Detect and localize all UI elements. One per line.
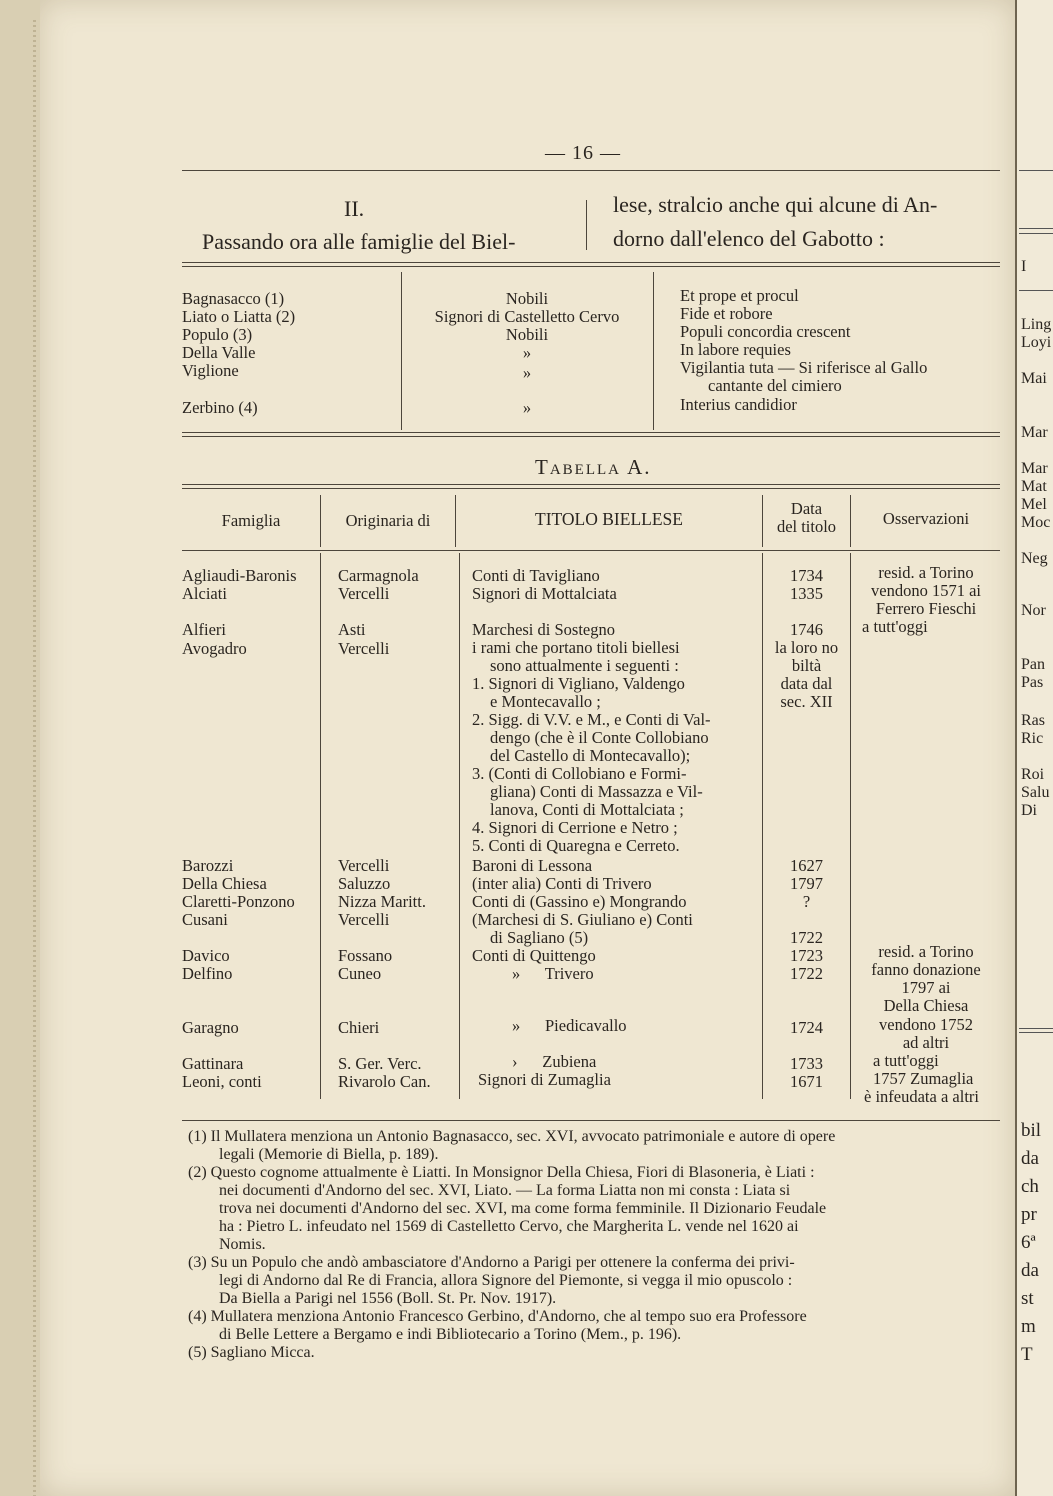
tabella-top-rule (182, 484, 1000, 489)
adjacent-rule-1 (1019, 170, 1053, 171)
data-5: biltà (791, 656, 822, 675)
small-name-4: Della Valle (182, 343, 256, 362)
adjacent-lower-4: pr (1021, 1204, 1037, 1225)
famiglia-6: Della Chiesa (182, 874, 267, 893)
adjacent-frag-12: Pan (1021, 656, 1045, 673)
data-12: 1723 (790, 946, 823, 965)
oss-9: vendono 1752 (879, 1015, 973, 1034)
titolo-18: Conti di (Gassino e) Mongrando (472, 892, 687, 911)
small-title-1: Nobili (505, 289, 549, 308)
originaria-10: Cuneo (338, 964, 382, 983)
originaria-7: Nizza Maritt. (338, 892, 426, 911)
adjacent-frag-2: Ling (1021, 316, 1052, 333)
small-title-6: » (522, 398, 532, 417)
originaria-4: Vercelli (338, 639, 390, 658)
adjacent-frag-15: Ric (1021, 730, 1044, 747)
originaria-11: Chieri (338, 1018, 380, 1037)
adjacent-lower-6: da (1021, 1260, 1039, 1281)
small-name-6: Zerbino (4) (182, 398, 258, 417)
titolo-22: » Trivero (512, 964, 594, 983)
titolo-16: Baroni di Lessona (472, 856, 593, 875)
small-table-top-rule (182, 262, 1000, 267)
header-rule (182, 170, 1000, 171)
footnote-3-line-1: (3) Su un Populo che andò ambasciatore d'Andorno a Parigi per ottenere la conferma dei privi- (188, 1254, 795, 1271)
titolo-23: » Piedicavallo (512, 1016, 627, 1035)
adjacent-frag-8: Mel (1021, 496, 1047, 513)
titolo-4: i rami che portano titoli biellesi (472, 638, 680, 657)
famiglia-1: Agliaudi-Baronis (182, 566, 297, 585)
data-14: 1724 (790, 1018, 823, 1037)
adjacent-frag-1: I (1021, 258, 1027, 275)
page-number: — 16 — (545, 142, 621, 164)
titolo-7: e Montecavallo ; (490, 692, 601, 711)
header-data-line-2: del titolo (776, 517, 837, 536)
oss-12: 1757 Zumaglia (873, 1069, 974, 1088)
data-9: 1797 (790, 874, 823, 893)
header-titolo: TITOLO BIELLESE (535, 509, 683, 529)
header-osservazioni: Osservazioni (882, 509, 970, 528)
originaria-2: Vercelli (338, 584, 390, 603)
small-table-divider-2 (653, 272, 654, 430)
small-name-1: Bagnasacco (1) (182, 289, 285, 308)
titolo-1: Conti di Tavigliano (472, 566, 600, 585)
famiglia-4: Avogadro (182, 639, 247, 658)
data-15: 1733 (790, 1054, 823, 1073)
data-1: 1734 (790, 566, 823, 585)
adjacent-frag-18: Di (1021, 802, 1037, 819)
titolo-12: gliana) Conti di Massazza e Vil- (490, 782, 703, 801)
adjacent-frag-4: Mai (1021, 370, 1047, 387)
intro-right-line-1: lese, stralcio anche qui alcune di An- (613, 192, 938, 217)
originaria-5: Vercelli (338, 856, 390, 875)
intro-column-divider (586, 200, 587, 250)
titolo-8: 2. Sigg. di V.V. e M., e Conti di Val- (472, 710, 711, 729)
adjacent-frag-10: Neg (1021, 550, 1048, 567)
footnote-4-line-2: di Belle Lettere a Bergamo e indi Bibliotecario a Torino (Mem., p. 196). (219, 1326, 682, 1343)
titolo-3: Marchesi di Sostegno (472, 620, 615, 639)
originaria-6: Saluzzo (338, 874, 391, 893)
adjacent-frag-3: Loyi (1021, 334, 1052, 351)
famiglia-7: Claretti-Ponzono (182, 892, 295, 911)
adjacent-rule-4 (1019, 290, 1053, 291)
data-2: 1335 (790, 584, 823, 603)
adjacent-frag-9: Moc (1021, 514, 1051, 531)
adjacent-frag-11: Nor (1021, 602, 1046, 619)
footnote-1-line-1: (1) Il Mullatera menziona un Antonio Bagnasacco, sec. XVI, avvocato patrimoniale e autore di opere (188, 1128, 836, 1145)
section-numeral: II. (344, 196, 365, 221)
adjacent-frag-16: Roi (1021, 766, 1045, 783)
titolo-10: del Castello di Montecavallo); (490, 746, 691, 765)
oss-1: resid. a Torino (878, 563, 974, 582)
oss-7: 1797 ai (901, 978, 951, 997)
famiglia-10: Delfino (182, 964, 233, 983)
titolo-15: 5. Conti di Quaregna e Cerreto. (472, 836, 680, 855)
small-motto-4: In labore requies (680, 340, 791, 359)
titolo-19: (Marchesi di S. Giuliano e) Conti (472, 910, 693, 929)
originaria-8: Vercelli (338, 910, 390, 929)
oss-6: fanno donazione (871, 960, 981, 979)
oss-13: è infeudata a altri (864, 1087, 979, 1106)
data-4: la loro no (774, 638, 839, 657)
famiglia-3: Alfieri (182, 620, 226, 639)
tabella-title: Tabella A. (535, 455, 652, 479)
titolo-14: 4. Signori di Cerrione e Netro ; (472, 818, 678, 837)
adjacent-lower-8: m (1021, 1316, 1036, 1337)
adjacent-rule-5 (1019, 1028, 1053, 1029)
adjacent-frag-14: Ras (1021, 712, 1045, 729)
data-11: 1722 (790, 928, 823, 947)
titolo-13: lanova, Conti di Mottalciata ; (490, 800, 684, 819)
small-title-5: » (522, 363, 532, 382)
originaria-3: Asti (338, 620, 366, 639)
famiglia-12: Gattinara (182, 1054, 244, 1073)
data-16: 1671 (790, 1072, 823, 1091)
footnote-4-line-1: (4) Mullatera menziona Antonio Francesco Gerbino, d'Andorno, che al tempo suo era Professore (188, 1308, 807, 1325)
adjacent-rule-2 (1019, 228, 1053, 229)
small-motto-5: Vigilantia tuta — Si riferisce al Gallo (680, 358, 928, 377)
small-name-5: Viglione (182, 361, 239, 380)
data-3: 1746 (790, 620, 823, 639)
adjacent-frag-7: Mat (1021, 478, 1047, 495)
intro-right-line-2: dorno dall'elenco del Gabotto : (613, 226, 885, 251)
famiglia-8: Cusani (182, 910, 228, 929)
header-data-line-1: Data (790, 499, 823, 518)
titolo-17: (inter alia) Conti di Trivero (472, 874, 652, 893)
adjacent-lower-3: ch (1021, 1176, 1039, 1197)
footnote-2-line-5: Nomis. (219, 1236, 266, 1253)
small-name-3: Populo (3) (182, 325, 253, 344)
titolo-5: sono attualmente i seguenti : (490, 656, 679, 675)
adjacent-frag-6: Mar (1021, 460, 1048, 477)
adjacent-frag-17: Salu (1021, 784, 1050, 801)
adjacent-lower-2: da (1021, 1148, 1039, 1169)
oss-2: vendono 1571 ai (871, 581, 981, 600)
oss-11: a tutt'oggi (873, 1051, 939, 1070)
footnote-2-line-3: trova nei documenti d'Andorno del sec. XVI, ma come forma femminile. Il Dizionario Feudale (219, 1200, 827, 1217)
footnote-1-line-2: legali (Memorie di Biella, p. 189). (219, 1146, 439, 1163)
small-motto-3: Populi concordia crescent (680, 322, 851, 341)
small-title-3: Nobili (505, 325, 549, 344)
oss-8: Della Chiesa (883, 996, 969, 1015)
small-motto-2: Fide et robore (680, 304, 773, 323)
famiglia-13: Leoni, conti (182, 1072, 262, 1091)
oss-10: ad altri (902, 1033, 950, 1052)
originaria-12: S. Ger. Verc. (338, 1054, 422, 1073)
titolo-24: › Zubiena (512, 1052, 597, 1071)
titolo-21: Conti di Quittengo (472, 946, 596, 965)
footnote-5: (5) Sagliano Micca. (188, 1344, 315, 1361)
small-table-bottom-rule (182, 432, 1000, 437)
tabella-body-divider-1 (320, 553, 321, 1099)
adjacent-rule-6 (1019, 1032, 1053, 1033)
small-motto-7: Interius candidior (680, 395, 797, 414)
header-originaria: Originaria di (345, 511, 431, 530)
footnote-2-line-2: nei documenti d'Andorno del sec. XVI, Liato. — La forma Liatta non mi consta : Liata si (219, 1182, 791, 1199)
intro-left-line: Passando ora alle famiglie del Biel- (202, 229, 516, 254)
data-13: 1722 (790, 964, 823, 983)
famiglia-5: Barozzi (182, 856, 234, 875)
footnote-3-line-3: Da Biella a Parigi nel 1556 (Boll. St. Pr. Nov. 1917). (219, 1290, 557, 1307)
small-motto-6: cantante del cimiero (708, 376, 842, 395)
famiglia-9: Davico (182, 946, 230, 965)
data-10: ? (802, 892, 811, 911)
small-motto-1: Et prope et procul (680, 286, 799, 305)
famiglia-2: Alciati (182, 584, 227, 603)
adjacent-frag-5: Mar (1021, 424, 1048, 441)
famiglia-11: Garagno (182, 1018, 239, 1037)
small-title-2: Signori di Castelletto Cervo (434, 307, 620, 326)
adjacent-rule-3 (1019, 233, 1053, 234)
adjacent-lower-1: bil (1021, 1120, 1042, 1141)
footnote-2-line-4: ha : Pietro L. infeudato nel 1569 di Castelletto Cervo, che Margherita L. vende nel 1620 ai (219, 1218, 799, 1235)
originaria-13: Rivarolo Can. (338, 1072, 431, 1091)
small-name-2: Liato o Liatta (2) (182, 307, 296, 326)
titolo-20: di Sagliano (5) (490, 928, 589, 947)
data-6: data dal (780, 674, 833, 693)
small-title-4: » (522, 343, 532, 362)
data-8: 1627 (790, 856, 823, 875)
titolo-2: Signori di Mottalciata (472, 584, 617, 603)
tabella-body-divider-2 (459, 553, 460, 1099)
originaria-1: Carmagnola (338, 566, 419, 585)
tabella-bottom-rule (182, 1120, 1000, 1121)
originaria-9: Fossano (338, 946, 393, 965)
adjacent-lower-9: T (1021, 1344, 1033, 1365)
oss-4: a tutt'oggi (862, 617, 928, 636)
tabella-header-rule (182, 550, 1000, 551)
titolo-6: 1. Signori di Vigliano, Valdengo (472, 674, 685, 693)
data-7: sec. XII (780, 692, 833, 711)
adjacent-lower-7: st (1021, 1288, 1034, 1309)
adjacent-lower-5: 6ª (1021, 1232, 1036, 1253)
titolo-9: dengo (che è il Conte Collobiano (490, 728, 709, 747)
oss-3: Ferrero Fieschi (875, 599, 977, 618)
adjacent-frag-13: Pas (1021, 674, 1044, 691)
footnote-3-line-2: legi di Andorno dal Re di Francia, allora Signore del Piemonte, si vegga il mio opuscolo : (219, 1272, 793, 1289)
adjacent-page-fragment (1015, 0, 1053, 1496)
titolo-25: Signori di Zumaglia (478, 1070, 611, 1089)
footnote-2-line-1: (2) Questo cognome attualmente è Liatti. In Monsignor Della Chiesa, Fiori di Blasoneria, è Liati : (188, 1164, 815, 1181)
header-famiglia: Famiglia (221, 511, 281, 530)
left-page-edge (0, 0, 40, 1496)
oss-5: resid. a Torino (878, 942, 974, 961)
titolo-11: 3. (Conti di Collobiano e Formi- (472, 764, 687, 783)
